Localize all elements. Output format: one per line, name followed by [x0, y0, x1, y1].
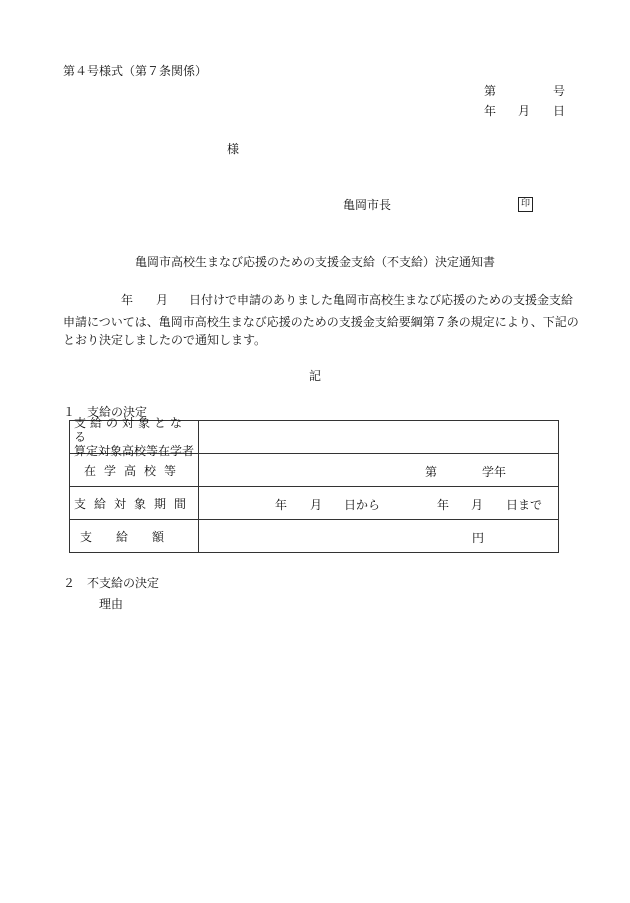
body-date-month: 月	[156, 293, 169, 307]
table-row	[70, 487, 559, 520]
seal-icon	[518, 197, 533, 212]
table-row	[70, 454, 559, 487]
period-from-month: 月	[310, 498, 323, 512]
amount-unit: 円	[472, 531, 485, 545]
school-value-cell	[199, 454, 559, 487]
ki-heading: 記	[308, 369, 321, 383]
ref-go: 号	[553, 84, 566, 98]
school-grade: 学年	[482, 465, 507, 479]
period-from-day: 日から	[344, 498, 381, 512]
section-2-heading: ２ 不支給の決定	[63, 576, 160, 590]
school-label: 在学高校等	[83, 463, 184, 478]
amount-label: 支給額	[79, 529, 188, 544]
decision-table	[69, 416, 559, 553]
subject-label-1: 支給の対象となる	[74, 416, 187, 444]
period-value-cell	[199, 487, 559, 520]
table-row	[70, 520, 559, 553]
school-dai: 第	[425, 465, 438, 479]
subject-label-2: 算定対象高校等在学者	[74, 444, 195, 458]
ref-dai: 第	[484, 84, 497, 98]
subject-value-cell	[199, 421, 559, 454]
body-line-2: 申請については、亀岡市高校生まなび応援のための支援金支給要綱第７条の規定により、下記の	[63, 315, 579, 329]
section-1-heading: １ 支給の決定	[63, 405, 148, 419]
body-date-year: 年	[121, 293, 134, 307]
sender-title: 亀岡市長	[343, 198, 392, 212]
form-number: 第４号様式（第７条関係）	[63, 64, 208, 78]
date-month: 月	[518, 104, 531, 118]
amount-value-cell	[199, 520, 559, 553]
date-year: 年	[484, 104, 497, 118]
seal-char: 印	[520, 199, 530, 209]
period-to-month: 月	[471, 498, 484, 512]
reason-label: 理由	[99, 597, 124, 611]
document-title: 亀岡市高校生まなび応援のための支援金支給（不支給）決定通知書	[134, 255, 495, 269]
date-day: 日	[553, 104, 566, 118]
body-line-3: とおり決定しましたので通知します。	[63, 333, 267, 347]
period-from-year: 年	[275, 498, 288, 512]
addressee-sama: 様	[227, 142, 240, 156]
table-row	[70, 421, 559, 454]
period-label: 支給対象期間	[73, 496, 194, 511]
period-to-day: 日まで	[506, 498, 543, 512]
body-line-1: 日付けで申請のありました亀岡市高校生まなび応援のための支援金支給	[189, 293, 574, 307]
period-to-year: 年	[437, 498, 450, 512]
